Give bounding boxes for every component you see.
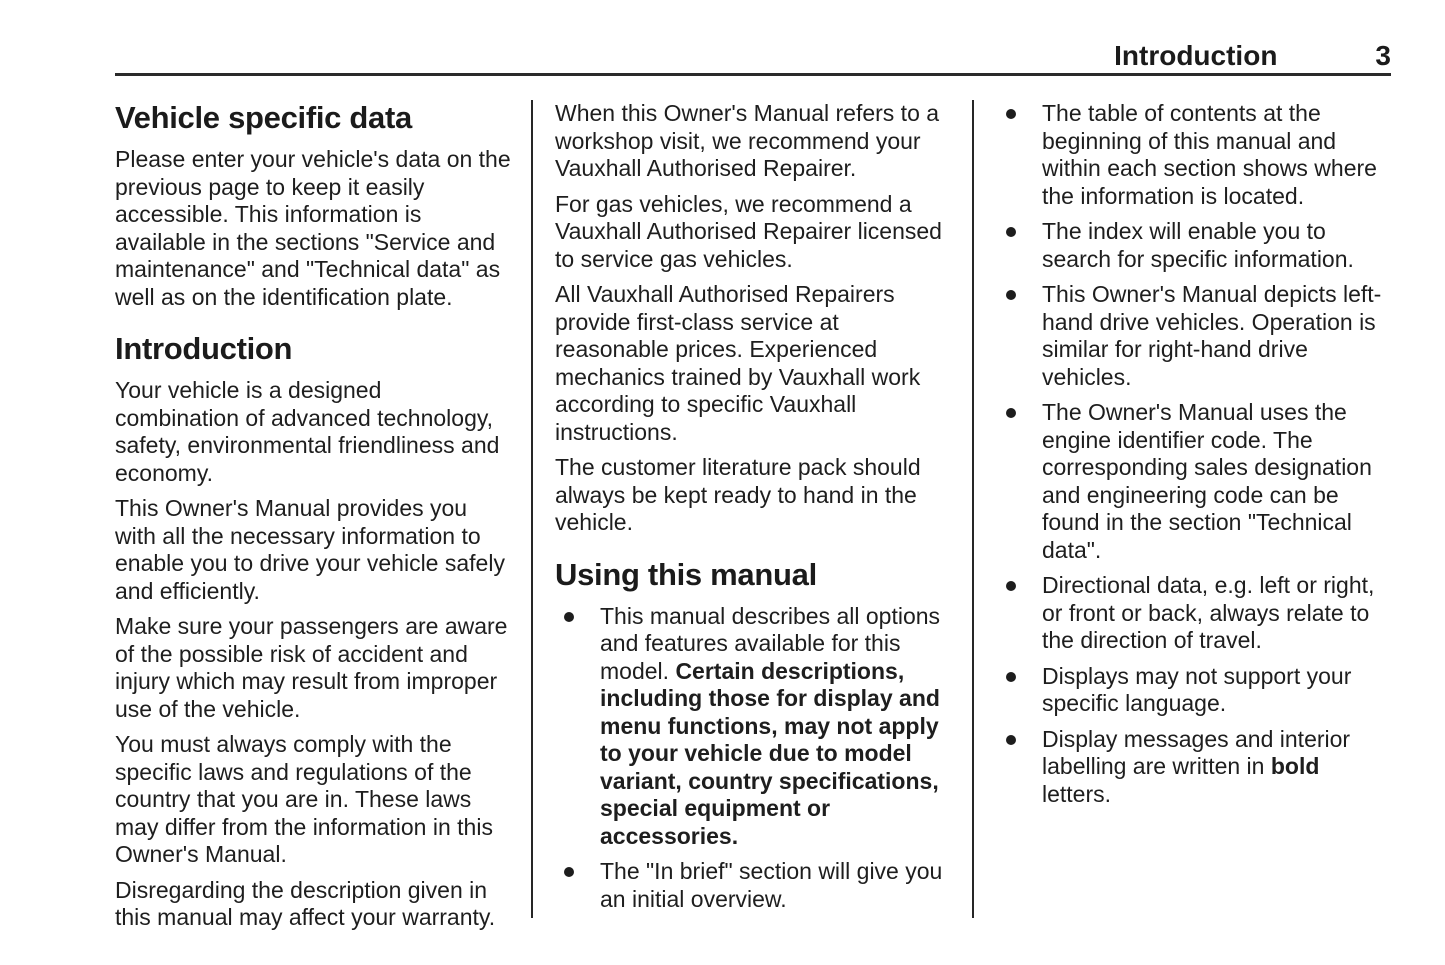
paragraph: Your vehicle is a designed combination of advanced technology, safety, environmental friendliness and economy. xyxy=(115,377,500,486)
bullet-item xyxy=(997,100,1393,210)
page-header xyxy=(115,40,1391,72)
paragraph: Please enter your vehicle's data on the previous page to keep it easily accessible. This information is available in the sections "Service and maintenance" and "Technical data" as well as on the identification plate. xyxy=(115,146,511,310)
text-run: The index will enable you to search for specific information. xyxy=(1042,218,1354,272)
notes-bullet-list xyxy=(997,100,1393,808)
text-run: The table of contents at the beginning of this manual and within each section shows where the information is located. xyxy=(1042,100,1377,209)
text-run: bold xyxy=(1270,753,1320,779)
paragraph: You must always comply with the specific laws and regulations of the country that you are in. These laws may differ from the information in this Owner's Manual. xyxy=(115,731,493,867)
bullet-item xyxy=(997,663,1393,718)
text-run: This Owner's Manual depicts left-hand drive vehicles. Operation is similar for right-hand drive vehicles. xyxy=(1042,281,1382,390)
column-divider-right xyxy=(972,100,974,918)
column-divider-left xyxy=(531,100,533,918)
bullet-item xyxy=(997,399,1393,564)
paragraph: When this Owner's Manual refers to a workshop visit, we recommend your Vauxhall Authorised Repairer. xyxy=(555,100,940,181)
bullet-item xyxy=(997,572,1393,655)
bullet-item xyxy=(555,603,952,851)
header-title: Introduction xyxy=(1114,40,1278,71)
text-run: letters. xyxy=(1042,780,1112,807)
text-run: Directional data, e.g. left or right, or front or back, always relate to the direction of travel. xyxy=(1042,572,1375,653)
paragraph: The customer literature pack should always be kept ready to hand in the vehicle. xyxy=(555,454,921,535)
text-run: Certain descriptions, including those for display and menu functions, may not apply to your vehicle due to model variant, country specifications, special equipment or accessories. xyxy=(600,657,940,849)
bullet-item xyxy=(997,726,1393,809)
page-number: 3 xyxy=(1375,40,1391,71)
bullet-item xyxy=(555,858,952,913)
paragraph: Disregarding the description given in this manual may affect your warranty. xyxy=(115,876,496,930)
paragraph: Make sure your passengers are aware of the possible risk of accident and injury which may result from improper use of the vehicle. xyxy=(115,613,508,722)
text-run: Displays may not support your specific language. xyxy=(1042,662,1352,716)
column-middle xyxy=(555,100,952,921)
using-manual-bullet-list xyxy=(555,603,952,914)
paragraph: This Owner's Manual provides you with all the necessary information to enable you to drive your vehicle safely and efficiently. xyxy=(115,495,505,604)
text-run: Display messages and interior labelling are written in xyxy=(1042,725,1351,779)
heading-introduction: Introduction xyxy=(115,331,293,366)
text-run: This manual describes all options and features available for this model. xyxy=(600,602,941,684)
bullet-item xyxy=(997,218,1393,273)
paragraph: For gas vehicles, we recommend a Vauxhall Authorised Repairer licensed to service gas vehicles. xyxy=(555,190,942,272)
heading-vehicle-specific-data: Vehicle specific data xyxy=(115,100,412,135)
column-left xyxy=(115,100,511,940)
header-rule xyxy=(115,73,1391,76)
column-right xyxy=(997,100,1393,816)
bullet-item xyxy=(997,281,1393,391)
text-run: The "In brief" section will give you an initial overview. xyxy=(600,858,943,912)
paragraph: All Vauxhall Authorised Repairers provide first-class service at reasonable prices. Experienced mechanics trained by Vauxhall work according to specific Vauxhall instructions. xyxy=(555,281,921,445)
text-run: The Owner's Manual uses the engine identifier code. The corresponding sales designation and engineering code can be found in the section "Technical data". xyxy=(1042,399,1372,563)
heading-using-this-manual: Using this manual xyxy=(555,556,817,592)
